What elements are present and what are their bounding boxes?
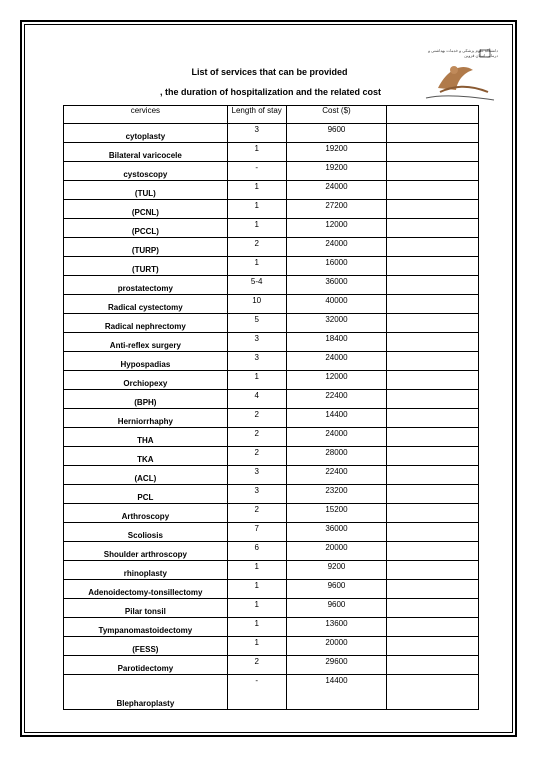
table-row (64, 390, 479, 409)
length-of-stay-cell: 1 (227, 143, 286, 162)
document-subtitle: , the duration of hospitalization and the related cost (160, 87, 382, 97)
empty-cell (387, 257, 479, 276)
column-header-services: cervices (64, 106, 228, 124)
length-of-stay-cell: 3 (227, 124, 286, 143)
cost-cell: 15200 (286, 504, 387, 523)
cost-cell: 24000 (286, 181, 387, 200)
cost-cell: 14400 (286, 675, 387, 710)
table-row (64, 504, 479, 523)
table-row (64, 485, 479, 504)
length-of-stay-cell: 1 (227, 580, 286, 599)
cost-cell: 19200 (286, 162, 387, 181)
length-of-stay-cell: 4 (227, 390, 286, 409)
empty-cell (387, 466, 479, 485)
empty-cell (387, 523, 479, 542)
empty-cell (387, 618, 479, 637)
cost-cell: 23200 (286, 485, 387, 504)
cost-cell: 29600 (286, 656, 387, 675)
table-row (64, 637, 479, 656)
length-of-stay-cell: 3 (227, 333, 286, 352)
service-cell: Adenoidectomy-tonsillectomy (64, 580, 228, 599)
logo-text: دانشگاه علوم پزشکی و خدمات بهداشتی و درمانی استان قزوین (428, 48, 498, 58)
service-cell: Arthroscopy (64, 504, 228, 523)
cost-cell: 24000 (286, 238, 387, 257)
service-cell: (TUL) (64, 181, 228, 200)
cost-cell: 16000 (286, 257, 387, 276)
table-row (64, 333, 479, 352)
length-of-stay-cell: 3 (227, 352, 286, 371)
length-of-stay-cell: 1 (227, 618, 286, 637)
table-row (64, 276, 479, 295)
length-of-stay-cell: 5-4 (227, 276, 286, 295)
table-row (64, 542, 479, 561)
table-row (64, 675, 479, 710)
length-of-stay-cell: 7 (227, 523, 286, 542)
length-of-stay-cell: 2 (227, 504, 286, 523)
table-row (64, 181, 479, 200)
university-logo (418, 48, 498, 108)
length-of-stay-cell: 2 (227, 238, 286, 257)
service-cell: cytoplasty (64, 124, 228, 143)
service-cell: Radical cystectomy (64, 295, 228, 314)
empty-cell (387, 561, 479, 580)
empty-cell (387, 162, 479, 181)
table-header-row (64, 106, 479, 124)
empty-cell (387, 580, 479, 599)
service-cell: PCL (64, 485, 228, 504)
service-cell: Bilateral varicocele (64, 143, 228, 162)
empty-cell (387, 238, 479, 257)
service-cell: (ACL) (64, 466, 228, 485)
table-row (64, 238, 479, 257)
empty-cell (387, 504, 479, 523)
empty-cell (387, 276, 479, 295)
length-of-stay-cell: 1 (227, 181, 286, 200)
length-of-stay-cell: 6 (227, 542, 286, 561)
column-header-length-of-stay: Length of stay (227, 106, 286, 124)
cost-cell: 24000 (286, 352, 387, 371)
cost-cell: 9600 (286, 124, 387, 143)
empty-cell (387, 200, 479, 219)
table-row (64, 428, 479, 447)
service-cell: Shoulder arthroscopy (64, 542, 228, 561)
empty-cell (387, 295, 479, 314)
service-cell: Parotidectomy (64, 656, 228, 675)
table-row (64, 409, 479, 428)
empty-cell (387, 219, 479, 238)
empty-cell (387, 542, 479, 561)
table-row (64, 466, 479, 485)
table-row (64, 257, 479, 276)
empty-cell (387, 124, 479, 143)
table-row (64, 599, 479, 618)
length-of-stay-cell: 1 (227, 561, 286, 580)
service-cell: (PCNL) (64, 200, 228, 219)
service-cell: Anti-reflex surgery (64, 333, 228, 352)
service-cell: (BPH) (64, 390, 228, 409)
length-of-stay-cell: 1 (227, 637, 286, 656)
length-of-stay-cell: 1 (227, 200, 286, 219)
length-of-stay-cell: 1 (227, 257, 286, 276)
cost-cell: 19200 (286, 143, 387, 162)
cost-cell: 12000 (286, 371, 387, 390)
empty-cell (387, 599, 479, 618)
length-of-stay-cell: 2 (227, 428, 286, 447)
table-row (64, 580, 479, 599)
cost-cell: 18400 (286, 333, 387, 352)
cost-cell: 9600 (286, 599, 387, 618)
table-row (64, 656, 479, 675)
empty-cell (387, 181, 479, 200)
length-of-stay-cell: 2 (227, 409, 286, 428)
length-of-stay-cell: 1 (227, 599, 286, 618)
empty-cell (387, 409, 479, 428)
empty-cell (387, 485, 479, 504)
service-cell: (TURT) (64, 257, 228, 276)
empty-cell (387, 314, 479, 333)
service-cell: rhinoplasty (64, 561, 228, 580)
cost-cell: 20000 (286, 542, 387, 561)
table-row (64, 295, 479, 314)
service-cell: cystoscopy (64, 162, 228, 181)
table-row (64, 523, 479, 542)
length-of-stay-cell: 5 (227, 314, 286, 333)
services-table (63, 105, 479, 710)
service-cell: (FESS) (64, 637, 228, 656)
table-row (64, 200, 479, 219)
column-header-cost: Cost ($) (286, 106, 387, 124)
service-cell: Herniorrhaphy (64, 409, 228, 428)
service-cell: Orchiopexy (64, 371, 228, 390)
cost-cell: 36000 (286, 276, 387, 295)
cost-cell: 13600 (286, 618, 387, 637)
length-of-stay-cell: - (227, 675, 286, 710)
table-row (64, 143, 479, 162)
cost-cell: 28000 (286, 447, 387, 466)
cost-cell: 22400 (286, 466, 387, 485)
service-cell: Hypospadias (64, 352, 228, 371)
empty-cell (387, 333, 479, 352)
table-row (64, 162, 479, 181)
table-row (64, 447, 479, 466)
length-of-stay-cell: 2 (227, 656, 286, 675)
service-cell: THA (64, 428, 228, 447)
empty-cell (387, 428, 479, 447)
cost-cell: 9600 (286, 580, 387, 599)
cost-cell: 22400 (286, 390, 387, 409)
empty-cell (387, 675, 479, 710)
service-cell: Blepharoplasty (64, 675, 228, 710)
service-cell: Scoliosis (64, 523, 228, 542)
cost-cell: 20000 (286, 637, 387, 656)
length-of-stay-cell: 10 (227, 295, 286, 314)
service-cell: (PCCL) (64, 219, 228, 238)
empty-cell (387, 390, 479, 409)
cost-cell: 32000 (286, 314, 387, 333)
empty-cell (387, 352, 479, 371)
table-row (64, 371, 479, 390)
empty-cell (387, 371, 479, 390)
cost-cell: 27200 (286, 200, 387, 219)
length-of-stay-cell: 1 (227, 219, 286, 238)
document-title: List of services that can be provided (191, 67, 348, 77)
table-row (64, 561, 479, 580)
length-of-stay-cell: - (227, 162, 286, 181)
table-row (64, 352, 479, 371)
table-row (64, 314, 479, 333)
service-cell: Radical nephrectomy (64, 314, 228, 333)
service-cell: prostatectomy (64, 276, 228, 295)
cost-cell: 12000 (286, 219, 387, 238)
length-of-stay-cell: 2 (227, 447, 286, 466)
length-of-stay-cell: 3 (227, 485, 286, 504)
service-cell: TKA (64, 447, 228, 466)
service-cell: Tympanomastoidectomy (64, 618, 228, 637)
cost-cell: 9200 (286, 561, 387, 580)
cost-cell: 40000 (286, 295, 387, 314)
empty-cell (387, 637, 479, 656)
cost-cell: 36000 (286, 523, 387, 542)
empty-cell (387, 143, 479, 162)
column-header-empty (387, 106, 479, 124)
empty-cell (387, 447, 479, 466)
table-row (64, 124, 479, 143)
table-row (64, 219, 479, 238)
length-of-stay-cell: 1 (227, 371, 286, 390)
empty-cell (387, 656, 479, 675)
logo-emblem-icon (418, 48, 498, 108)
length-of-stay-cell: 3 (227, 466, 286, 485)
service-cell: Pilar tonsil (64, 599, 228, 618)
cost-cell: 24000 (286, 428, 387, 447)
cost-cell: 14400 (286, 409, 387, 428)
table-row (64, 618, 479, 637)
service-cell: (TURP) (64, 238, 228, 257)
